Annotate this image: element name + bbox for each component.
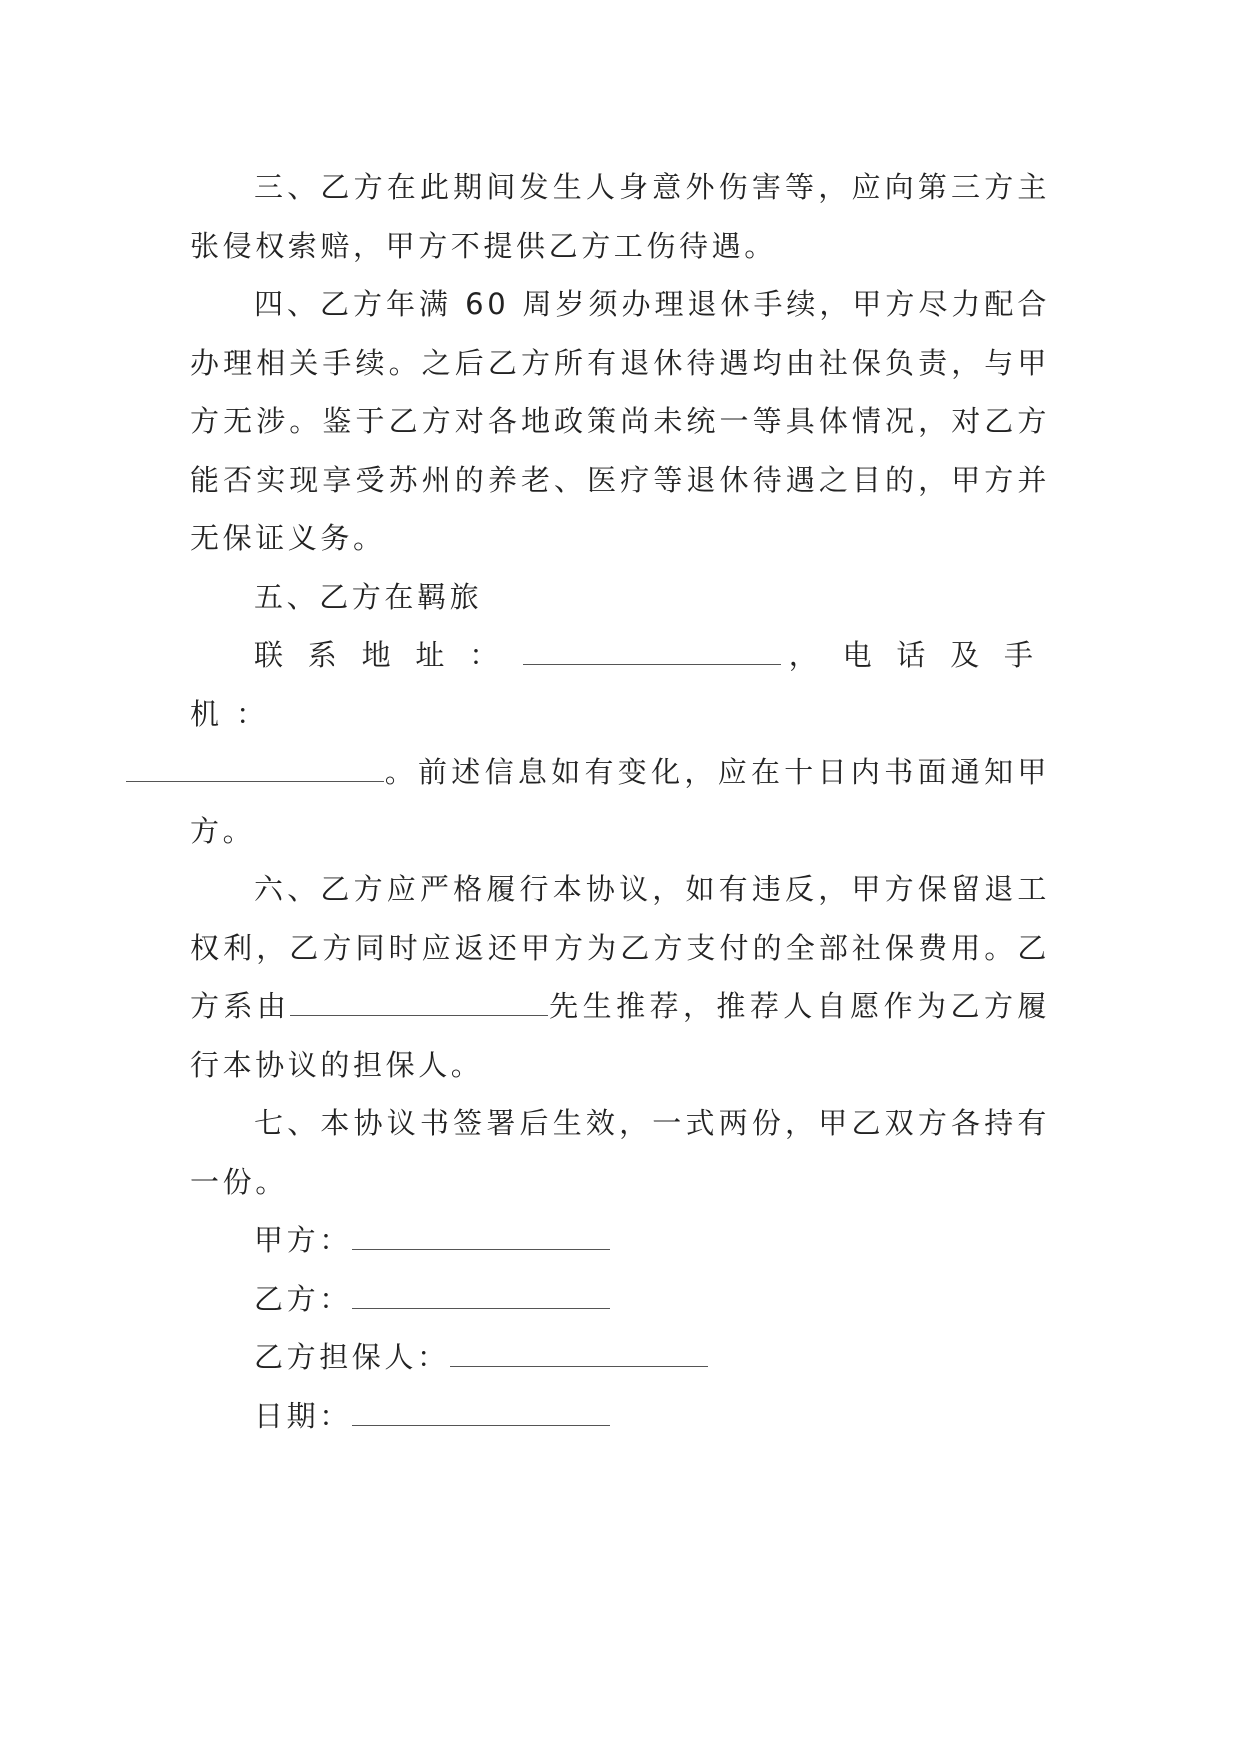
party-a-label: 甲方： (254, 1223, 352, 1257)
party-b-label: 乙方： (254, 1281, 352, 1316)
recommender-blank (290, 993, 548, 1016)
party-b-blank (352, 1286, 610, 1309)
guarantor-blank (450, 1344, 708, 1367)
party-a-blank (352, 1227, 610, 1250)
phone-blank (126, 759, 384, 782)
clause-7: 七、本协议书签署后生效，一式两份，甲乙双方各持有一份。 (190, 1106, 1050, 1199)
address-blank (523, 642, 781, 665)
phone-label: ，电话及手机： (190, 638, 1050, 731)
clause-5-rest: 。前述信息如有变化，应在十日内书面通知甲方。 (190, 755, 1050, 848)
clause-6-part2: 先生推荐，推荐人自愿作为乙方履行本协议的担保人。 (190, 989, 1050, 1082)
document-body (190, 158, 1050, 1445)
party-a-signature (190, 1211, 1050, 1270)
date-blank (352, 1403, 610, 1426)
clause-4: 四、乙方年满 60 周岁须办理退休手续，甲方尽力配合办理相关手续。之后乙方所有退休待遇均由社保负责，与甲方无涉。鉴于乙方对各地政策尚未统一等具体情况，对乙方能否实现享受苏州的养老、医疗等退休待遇之目的，甲方并无保证义务。 (190, 287, 1050, 555)
contact-address-label: 联系地址： (254, 638, 523, 672)
date-line (190, 1387, 1050, 1446)
guarantor-label: 乙方担保人： (254, 1340, 450, 1374)
clause-5-title: 五、乙方在羁旅 (254, 579, 483, 614)
clause-6 (190, 860, 1050, 1094)
date-label: 日期： (254, 1398, 352, 1433)
party-b-signature (190, 1270, 1050, 1329)
clause-5-contact (190, 626, 1050, 860)
clause-6-part1: 六、乙方应严格履行本协议，如有违反，甲方保留退工权利，乙方同时应返还甲方为乙方支付的全部社保费用。乙方系由 (190, 872, 1050, 1023)
clause-3: 三、乙方在此期间发生人身意外伤害等，应向第三方主张侵权索赔，甲方不提供乙方工伤待遇。 (190, 170, 1050, 263)
guarantor-signature (190, 1328, 1050, 1387)
